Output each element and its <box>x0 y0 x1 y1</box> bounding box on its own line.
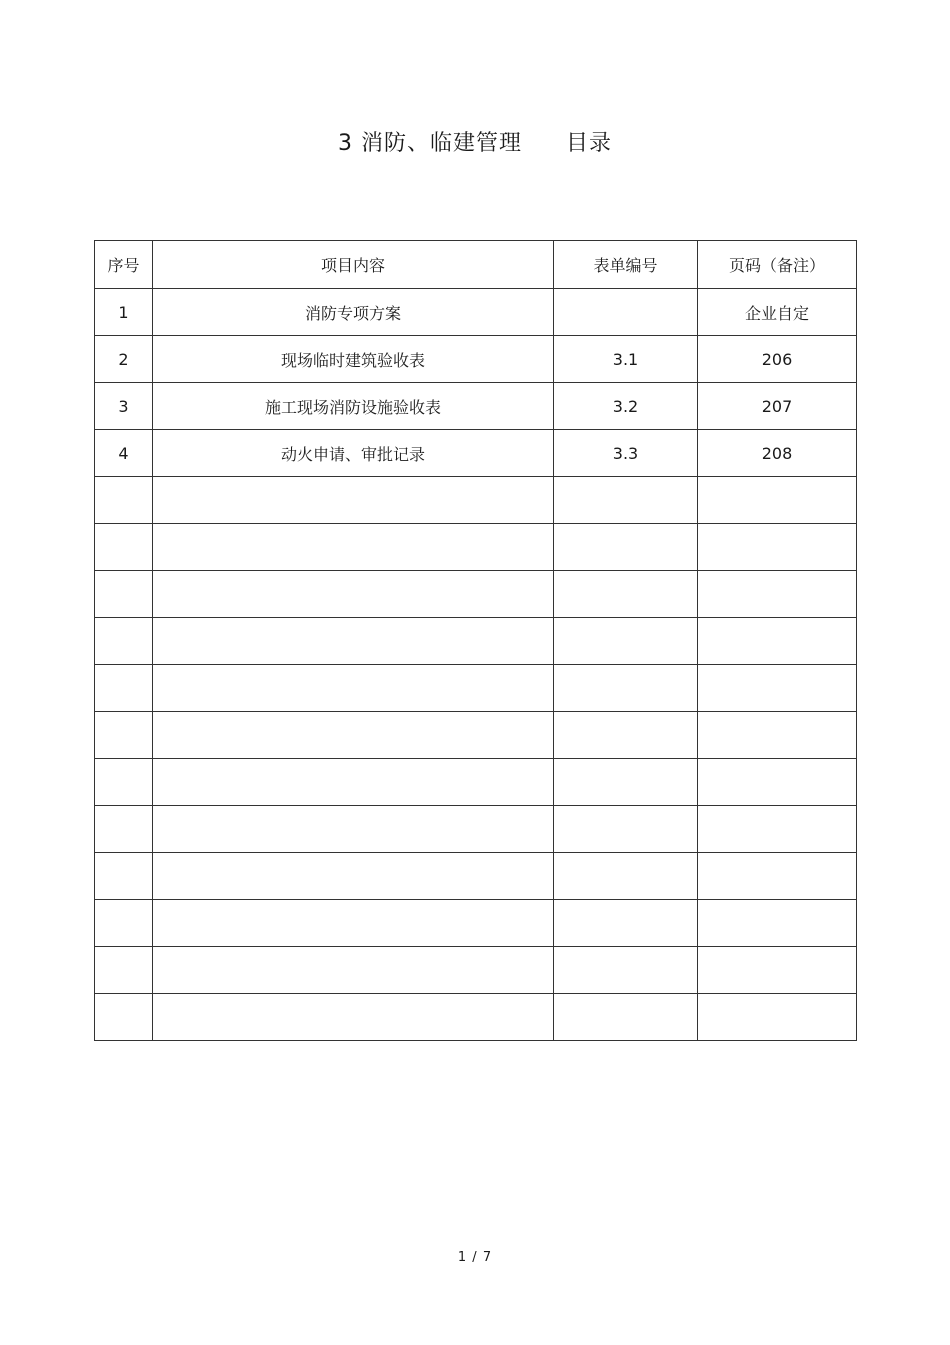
cell-index <box>95 712 153 759</box>
cell-page <box>698 665 857 712</box>
cell-content <box>153 900 554 947</box>
cell-content <box>153 759 554 806</box>
cell-page <box>698 806 857 853</box>
cell-content <box>153 712 554 759</box>
cell-content <box>153 477 554 524</box>
cell-content <box>153 994 554 1041</box>
cell-index <box>95 900 153 947</box>
table-row <box>95 477 857 524</box>
cell-index: 2 <box>95 336 153 383</box>
cell-index <box>95 477 153 524</box>
table-row <box>95 712 857 759</box>
cell-content <box>153 524 554 571</box>
header-form-number: 表单编号 <box>554 241 698 289</box>
cell-index <box>95 994 153 1041</box>
table-row <box>95 430 857 477</box>
table-row <box>95 853 857 900</box>
cell-form-number <box>554 994 698 1041</box>
cell-page: 207 <box>698 383 857 430</box>
table-row <box>95 665 857 712</box>
cell-content <box>153 853 554 900</box>
cell-content: 施工现场消防设施验收表 <box>153 383 554 430</box>
cell-form-number <box>554 618 698 665</box>
table-row <box>95 759 857 806</box>
header-content: 项目内容 <box>153 241 554 289</box>
cell-page <box>698 477 857 524</box>
header-index: 序号 <box>95 241 153 289</box>
cell-form-number <box>554 289 698 336</box>
table-row <box>95 336 857 383</box>
cell-page <box>698 853 857 900</box>
cell-content <box>153 571 554 618</box>
cell-content <box>153 665 554 712</box>
cell-page <box>698 571 857 618</box>
cell-form-number <box>554 524 698 571</box>
table-row <box>95 524 857 571</box>
cell-content <box>153 806 554 853</box>
cell-index: 3 <box>95 383 153 430</box>
cell-form-number <box>554 665 698 712</box>
cell-content: 消防专项方案 <box>153 289 554 336</box>
cell-page: 企业自定 <box>698 289 857 336</box>
cell-index <box>95 853 153 900</box>
table-row <box>95 900 857 947</box>
cell-form-number: 3.3 <box>554 430 698 477</box>
cell-index: 1 <box>95 289 153 336</box>
table-row <box>95 947 857 994</box>
title-number: 3 <box>337 131 353 156</box>
cell-form-number <box>554 712 698 759</box>
cell-form-number <box>554 853 698 900</box>
table-row <box>95 618 857 665</box>
table-row <box>95 806 857 853</box>
cell-content: 现场临时建筑验收表 <box>153 336 554 383</box>
cell-form-number <box>554 900 698 947</box>
cell-page <box>698 524 857 571</box>
table-row <box>95 994 857 1041</box>
cell-index <box>95 618 153 665</box>
cell-page <box>698 947 857 994</box>
cell-page: 208 <box>698 430 857 477</box>
table-row <box>95 571 857 618</box>
cell-form-number: 3.1 <box>554 336 698 383</box>
cell-page: 206 <box>698 336 857 383</box>
cell-index <box>95 571 153 618</box>
cell-form-number <box>554 947 698 994</box>
cell-index <box>95 665 153 712</box>
title-suffix: 目录 <box>566 131 613 156</box>
cell-form-number: 3.2 <box>554 383 698 430</box>
cell-form-number <box>554 759 698 806</box>
page-indicator: 1 / 7 <box>457 1250 493 1265</box>
cell-content: 动火申请、审批记录 <box>153 430 554 477</box>
toc-table <box>94 240 857 1041</box>
table-row <box>95 289 857 336</box>
cell-page <box>698 618 857 665</box>
cell-index: 4 <box>95 430 153 477</box>
cell-form-number <box>554 806 698 853</box>
header-page: 页码（备注） <box>698 241 857 289</box>
cell-index <box>95 759 153 806</box>
cell-form-number <box>554 477 698 524</box>
cell-page <box>698 900 857 947</box>
page-title <box>0 128 950 160</box>
cell-page <box>698 994 857 1041</box>
cell-page <box>698 712 857 759</box>
cell-page <box>698 759 857 806</box>
table-body <box>95 289 857 1041</box>
table-row <box>95 383 857 430</box>
cell-content <box>153 618 554 665</box>
cell-index <box>95 947 153 994</box>
cell-form-number <box>554 571 698 618</box>
cell-index <box>95 524 153 571</box>
cell-index <box>95 806 153 853</box>
title-main: 消防、临建管理 <box>360 131 522 156</box>
cell-content <box>153 947 554 994</box>
table-header-row <box>95 241 857 289</box>
